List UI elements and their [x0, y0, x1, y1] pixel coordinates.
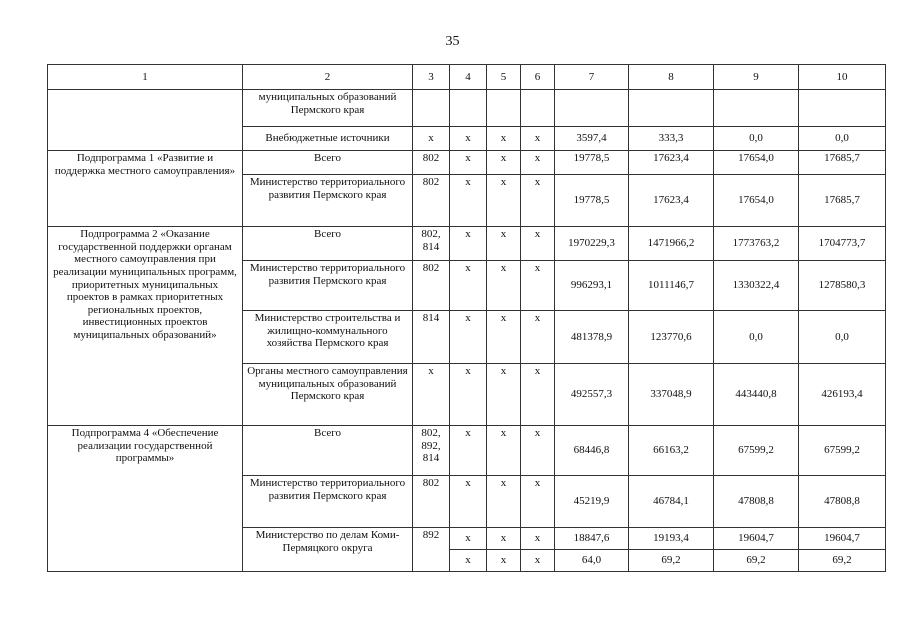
- code-cell: x: [413, 364, 450, 426]
- value-cell: 481378,9: [555, 311, 629, 364]
- code-cell: x: [450, 550, 487, 572]
- value-cell: 18847,6: [555, 528, 629, 550]
- value-cell: 46784,1: [629, 476, 714, 528]
- value-cell: 1773763,2: [714, 227, 799, 261]
- code-cell: [413, 90, 450, 127]
- value-cell: 1704773,7: [799, 227, 886, 261]
- code-cell: x: [521, 127, 555, 151]
- code-cell: x: [450, 227, 487, 261]
- value-cell: 426193,4: [799, 364, 886, 426]
- table-row: [48, 426, 886, 476]
- code-cell: x: [487, 127, 521, 151]
- code-cell: x: [450, 311, 487, 364]
- program-cell: [48, 90, 243, 151]
- code-cell: x: [487, 364, 521, 426]
- value-cell: 66163,2: [629, 426, 714, 476]
- value-cell: 19604,7: [799, 528, 886, 550]
- header-cell: 5: [487, 65, 521, 90]
- code-cell: x: [521, 227, 555, 261]
- code-cell: x: [450, 127, 487, 151]
- budget-table: [47, 64, 886, 572]
- code-cell: x: [521, 426, 555, 476]
- value-cell: 45219,9: [555, 476, 629, 528]
- header-cell: 4: [450, 65, 487, 90]
- code-cell: x: [521, 261, 555, 311]
- code-cell: x: [521, 476, 555, 528]
- program-cell: Подпрограмма 1 «Развитие и поддержка местного самоуправления»: [48, 151, 243, 227]
- executor-cell: Министерство строительства и жилищно-коммунального хозяйства Пермского края: [243, 311, 413, 364]
- code-cell: 892: [413, 528, 450, 572]
- code-cell: 802: [413, 175, 450, 227]
- value-cell: 492557,3: [555, 364, 629, 426]
- page-number: 35: [445, 34, 460, 49]
- code-cell: x: [487, 261, 521, 311]
- value-cell: 0,0: [714, 127, 799, 151]
- value-cell: 69,2: [799, 550, 886, 572]
- header-cell: 7: [555, 65, 629, 90]
- code-cell: 802, 892, 814: [413, 426, 450, 476]
- code-cell: x: [521, 151, 555, 175]
- value-cell: 67599,2: [714, 426, 799, 476]
- value-cell: 19604,7: [714, 528, 799, 550]
- value-cell: 64,0: [555, 550, 629, 572]
- code-cell: x: [521, 528, 555, 550]
- value-cell: 0,0: [714, 311, 799, 364]
- value-cell: 19778,5: [555, 175, 629, 227]
- code-cell: x: [487, 476, 521, 528]
- code-cell: [450, 90, 487, 127]
- value-cell: 19193,4: [629, 528, 714, 550]
- value-cell: [799, 90, 886, 127]
- code-cell: x: [413, 127, 450, 151]
- executor-cell: Министерство по делам Коми-Пермяцкого округа: [243, 528, 413, 572]
- executor-cell: Органы местного самоуправления муниципальных образований Пермского края: [243, 364, 413, 426]
- code-cell: x: [521, 364, 555, 426]
- header-cell: 1: [48, 65, 243, 90]
- code-cell: x: [487, 151, 521, 175]
- header-cell: 3: [413, 65, 450, 90]
- table-row: [48, 90, 886, 127]
- value-cell: 69,2: [629, 550, 714, 572]
- code-cell: x: [487, 227, 521, 261]
- code-cell: 814: [413, 311, 450, 364]
- code-cell: 802, 814: [413, 227, 450, 261]
- code-cell: x: [450, 476, 487, 528]
- value-cell: [629, 90, 714, 127]
- code-cell: x: [450, 364, 487, 426]
- header-cell: 2: [243, 65, 413, 90]
- code-cell: x: [487, 528, 521, 550]
- value-cell: [714, 90, 799, 127]
- code-cell: x: [487, 426, 521, 476]
- value-cell: 0,0: [799, 311, 886, 364]
- executor-cell: Внебюджетные источники: [243, 127, 413, 151]
- code-cell: x: [450, 528, 487, 550]
- value-cell: 17654,0: [714, 151, 799, 175]
- header-row: [48, 65, 886, 90]
- executor-cell: Министерство территориального развития Пермского края: [243, 261, 413, 311]
- value-cell: 337048,9: [629, 364, 714, 426]
- executor-cell: Министерство территориального развития Пермского края: [243, 476, 413, 528]
- value-cell: 17654,0: [714, 175, 799, 227]
- executor-cell: Всего: [243, 151, 413, 175]
- header-cell: 9: [714, 65, 799, 90]
- program-cell: Подпрограмма 4 «Обеспечение реализации государственной программы»: [48, 426, 243, 572]
- code-cell: x: [487, 311, 521, 364]
- code-cell: x: [450, 261, 487, 311]
- value-cell: 17623,4: [629, 151, 714, 175]
- value-cell: 67599,2: [799, 426, 886, 476]
- value-cell: 69,2: [714, 550, 799, 572]
- value-cell: 1970229,3: [555, 227, 629, 261]
- value-cell: 123770,6: [629, 311, 714, 364]
- value-cell: 47808,8: [714, 476, 799, 528]
- table-row: [48, 227, 886, 261]
- code-cell: [487, 90, 521, 127]
- code-cell: 802: [413, 261, 450, 311]
- header-cell: 8: [629, 65, 714, 90]
- code-cell: x: [521, 550, 555, 572]
- value-cell: 0,0: [799, 127, 886, 151]
- value-cell: [555, 90, 629, 127]
- executor-cell: Всего: [243, 227, 413, 261]
- table-row: [48, 151, 886, 175]
- header-cell: 10: [799, 65, 886, 90]
- code-cell: 802: [413, 151, 450, 175]
- code-cell: x: [487, 550, 521, 572]
- code-cell: x: [450, 151, 487, 175]
- value-cell: 19778,5: [555, 151, 629, 175]
- value-cell: 17623,4: [629, 175, 714, 227]
- program-cell: Подпрограмма 2 «Оказание государственной поддержки органам местного самоуправления при реализации муниципальных программ, приоритетных муниципальных проектов в рамках приоритетных региональных проектов, инвестиционных проектов муниципальных образований»: [48, 227, 243, 426]
- executor-cell: Всего: [243, 426, 413, 476]
- value-cell: 1278580,3: [799, 261, 886, 311]
- header-cell: 6: [521, 65, 555, 90]
- value-cell: 443440,8: [714, 364, 799, 426]
- code-cell: x: [450, 426, 487, 476]
- value-cell: 333,3: [629, 127, 714, 151]
- value-cell: 47808,8: [799, 476, 886, 528]
- value-cell: 1011146,7: [629, 261, 714, 311]
- code-cell: x: [487, 175, 521, 227]
- value-cell: 3597,4: [555, 127, 629, 151]
- value-cell: 1330322,4: [714, 261, 799, 311]
- value-cell: 1471966,2: [629, 227, 714, 261]
- value-cell: 996293,1: [555, 261, 629, 311]
- code-cell: x: [521, 175, 555, 227]
- value-cell: 68446,8: [555, 426, 629, 476]
- code-cell: 802: [413, 476, 450, 528]
- executor-cell: муниципальных образований Пермского края: [243, 90, 413, 127]
- executor-cell: Министерство территориального развития Пермского края: [243, 175, 413, 227]
- value-cell: 17685,7: [799, 151, 886, 175]
- code-cell: [521, 90, 555, 127]
- code-cell: x: [521, 311, 555, 364]
- value-cell: 17685,7: [799, 175, 886, 227]
- code-cell: x: [450, 175, 487, 227]
